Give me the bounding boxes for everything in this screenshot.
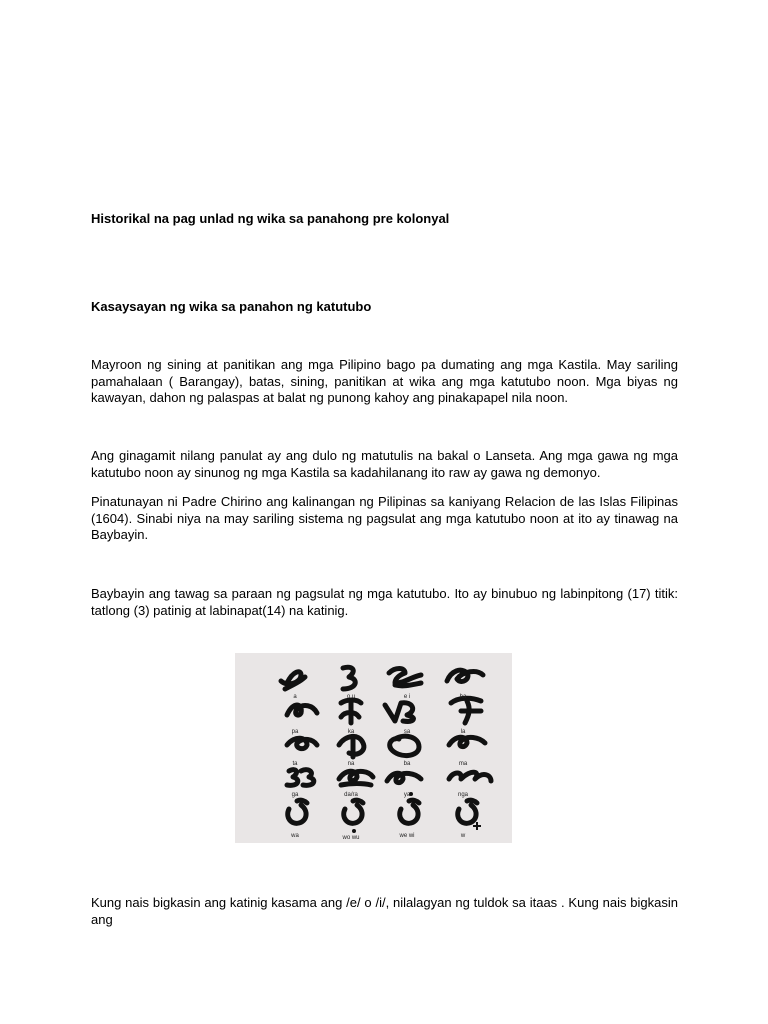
glyph-wewi: [400, 800, 419, 823]
paragraph-3: Pinatunayan ni Padre Chirino ang kalinangan ng Pilipinas sa kaniyang Relacion de las Islas Filipinas (1604). Sinabi niya na may sariling sistema ng pagsulat ang mga katutubo noon at ito ay tinawag na Baybayin.: [91, 494, 678, 542]
glyph-ma: [449, 737, 485, 746]
glyph-dara: [339, 771, 373, 785]
glyph-ei: [389, 669, 421, 686]
paragraph-1: Mayroon ng sining at panitikan ang mga Pilipino bago pa dumating ang mga Kastila. May sariling pamahalaan ( Barangay), batas, sining, panitikan at wika ang mga katutubo noon. Mga biyas ng kawayan, dahon ng palaspas at balat ng punong kahoy ang pinakapapel nila noon.: [91, 357, 678, 405]
kudlit-dot-wowu: [352, 829, 356, 833]
glyph-ta: [287, 738, 317, 748]
glyph-ya: [387, 773, 421, 782]
glyph-w: [458, 800, 477, 823]
document-title: Historikal na pag unlad ng wika sa panahong pre kolonyal: [91, 211, 450, 226]
glyph-na: [339, 736, 364, 757]
label-ga: ga: [291, 792, 299, 798]
baybayin-glyphs: [235, 653, 512, 843]
label-wewi: we wi: [399, 833, 415, 839]
label-la: la: [460, 729, 466, 735]
label-ya: ya: [403, 792, 411, 798]
glyph-wa: [288, 800, 307, 823]
glyph-sa: [385, 703, 413, 722]
paragraph-4: Baybayin ang tawag sa paraan ng pagsulat ng mga katutubo. Ito ay binubuo ng labinpitong (17) titik: tatlong (3) patinig at labinapat(14) na katinig.: [91, 586, 678, 618]
label-wa: wa: [291, 833, 299, 839]
glyph-ha: [447, 670, 483, 681]
label-ei: e i: [403, 694, 411, 700]
label-wowu: wo wu: [342, 835, 360, 841]
glyph-ou: [343, 667, 355, 689]
label-pa: pa: [291, 729, 299, 735]
glyph-ka: [341, 700, 361, 723]
label-dara: da/ra: [344, 792, 358, 798]
glyph-ga: [287, 770, 314, 786]
label-w: w: [460, 833, 466, 839]
glyph-ba: [390, 736, 419, 755]
glyph-la: [451, 698, 481, 723]
label-ta: ta: [292, 761, 298, 767]
glyph-nga: [449, 772, 491, 781]
label-a: a: [293, 694, 297, 700]
label-ma: ma: [458, 761, 468, 767]
baybayin-chart-image: [235, 653, 512, 843]
label-na: na: [347, 761, 355, 767]
glyph-wowu: [344, 800, 363, 823]
label-ba: ba: [403, 761, 411, 767]
glyph-pa: [287, 705, 317, 715]
paragraph-2: Ang ginagamit nilang panulat ay ang dulo ng matutulis na bakal o Lanseta. Ang mga gawa ng mga katutubo noon ay sinunog ng mga Kastila sa kadahilanang ito raw ay gawa ng demonyo.: [91, 448, 678, 480]
paragraph-5: Kung nais bigkasin ang katinig kasama ang /e/ o /i/, nilalagyan ng tuldok sa itaas . Kung nais bigkasin ang: [91, 895, 678, 927]
label-ka: ka: [347, 729, 355, 735]
label-ha: ha: [459, 694, 467, 700]
label-sa: sa: [403, 729, 411, 735]
label-nga: nga: [457, 792, 469, 798]
label-ou: o u: [346, 694, 356, 700]
section-heading: Kasaysayan ng wika sa panahon ng katutubo: [91, 299, 372, 314]
glyph-a: [281, 672, 305, 689]
